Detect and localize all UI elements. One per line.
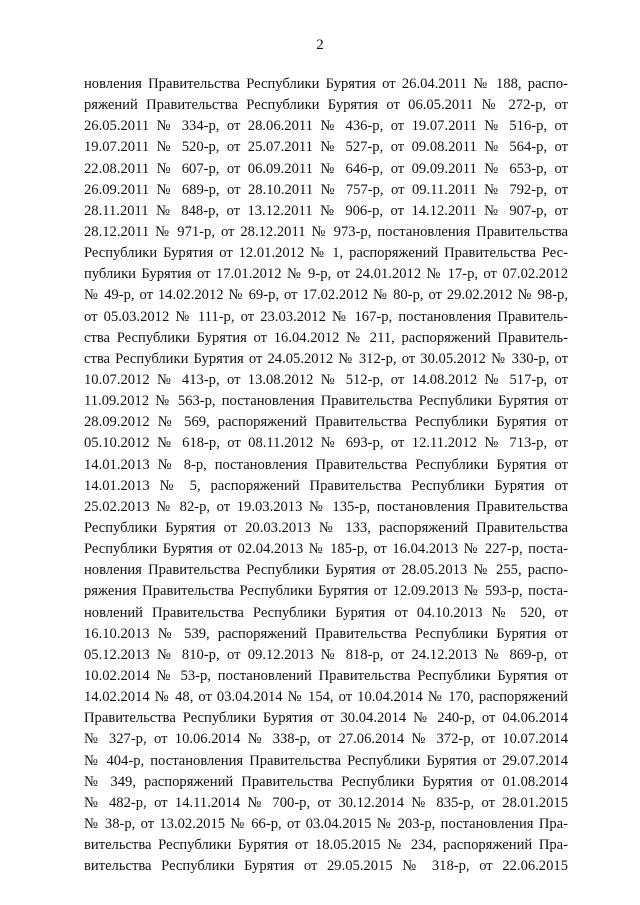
text-line: № 349, распоряжений Правительства Республики Бурятия от 01.08.2014 (84, 773, 568, 790)
text-line: новлений Правительства Республики Бурятия от 04.10.2013 № 520, от (84, 604, 568, 621)
text-line: 28.11.2011 № 848-р, от 13.12.2011 № 906-р, от 14.12.2011 № 907-р, от (84, 202, 568, 219)
text-line: 25.02.2013 № 82-р, от 19.03.2013 № 135-р, постановления Правительства (84, 498, 568, 515)
text-line: № 38-р, от 13.02.2015 № 66-р, от 03.04.2015 № 203-р, постановления Пра- (84, 815, 568, 832)
text-line: 14.01.2013 № 8-р, постановления Правительства Республики Бурятия от (84, 456, 568, 473)
text-line: 10.07.2012 № 413-р, от 13.08.2012 № 512-р, от 14.08.2012 № 517-р, от (84, 371, 568, 388)
text-line: вительства Республики Бурятия от 29.05.2015 № 318-р, от 22.06.2015 (84, 858, 568, 875)
text-line: № 482-р, от 14.11.2014 № 700-р, от 30.12.2014 № 835-р, от 28.01.2015 (84, 794, 568, 811)
text-line: 05.10.2012 № 618-р, от 08.11.2012 № 693-р, от 12.11.2012 № 713-р, от (84, 435, 568, 452)
text-line: 16.10.2013 № 539, распоряжений Правительства Республики Бурятия от (84, 625, 568, 642)
text-line: 10.02.2014 № 53-р, постановлений Правительства Республики Бурятия от (84, 667, 568, 684)
text-line: 19.07.2011 № 520-р, от 25.07.2011 № 527-р, от 09.08.2011 № 564-р, от (84, 139, 568, 156)
text-line: 28.09.2012 № 569, распоряжений Правительства Республики Бурятия от (84, 414, 568, 431)
text-line: вительства Республики Бурятия от 18.05.2015 № 234, распоряжений Пра- (84, 837, 568, 854)
text-line: новления Правительства Республики Бурятия от 28.05.2013 № 255, распо- (84, 562, 568, 579)
text-line: № 404-р, постановления Правительства Республики Бурятия от 29.07.2014 (84, 752, 568, 769)
text-line: Республики Бурятия от 20.03.2013 № 133, распоряжений Правительства (84, 519, 568, 536)
text-line: 14.01.2013 № 5, распоряжений Правительства Республики Бурятия от (84, 477, 568, 494)
text-line: публики Бурятия от 17.01.2012 № 9-р, от 24.01.2012 № 17-р, от 07.02.2012 (84, 266, 568, 283)
page-number: 2 (316, 37, 324, 53)
text-line: 22.08.2011 № 607-р, от 06.09.2011 № 646-р, от 09.09.2011 № 653-р, от (84, 160, 568, 177)
text-line: новления Правительства Республики Бурятия от 26.04.2011 № 188, распо- (84, 76, 568, 92)
text-line: № 327-р, от 10.06.2014 № 338-р, от 27.06.2014 № 372-р, от 10.07.2014 (84, 731, 568, 748)
text-line: ряжений Правительства Республики Бурятия от 06.05.2011 № 272-р, от (84, 97, 568, 114)
text-line: Правительства Республики Бурятия от 30.04.2014 № 240-р, от 04.06.2014 (84, 710, 568, 727)
text-line: от 05.03.2012 № 111-р, от 23.03.2012 № 167-р, постановления Правитель- (84, 308, 568, 325)
text-line: 11.09.2012 № 563-р, постановления Правительства Республики Бурятия от (84, 393, 568, 410)
text-line: ства Республики Бурятия от 16.04.2012 № 211, распоряжений Правитель- (84, 329, 568, 346)
document-body (84, 74, 568, 877)
text-line: 05.12.2013 № 810-р, от 09.12.2013 № 818-р, от 24.12.2013 № 869-р, от (84, 646, 568, 663)
text-line: 28.12.2011 № 971-р, от 28.12.2011 № 973-р, постановления Правительства (84, 223, 568, 240)
text-line: № 49-р, от 14.02.2012 № 69-р, от 17.02.2012 № 80-р, от 29.02.2012 № 98-р, (84, 287, 568, 304)
text-line: ряжения Правительства Республики Бурятия от 12.09.2013 № 593-р, поста- (84, 583, 568, 600)
text-line: Республики Бурятия от 02.04.2013 № 185-р, от 16.04.2013 № 227-р, поста- (84, 541, 568, 558)
text-line: 14.02.2014 № 48, от 03.04.2014 № 154, от 10.04.2014 № 170, распоряжений (84, 689, 568, 706)
text-line: 26.05.2011 № 334-р, от 28.06.2011 № 436-р, от 19.07.2011 № 516-р, от (84, 118, 568, 135)
text-line: Республики Бурятия от 12.01.2012 № 1, распоряжений Правительства Рес- (84, 245, 568, 262)
text-line: ства Республики Бурятия от 24.05.2012 № 312-р, от 30.05.2012 № 330-р, от (84, 350, 568, 367)
text-line: 26.09.2011 № 689-р, от 28.10.2011 № 757-р, от 09.11.2011 № 792-р, от (84, 181, 568, 198)
